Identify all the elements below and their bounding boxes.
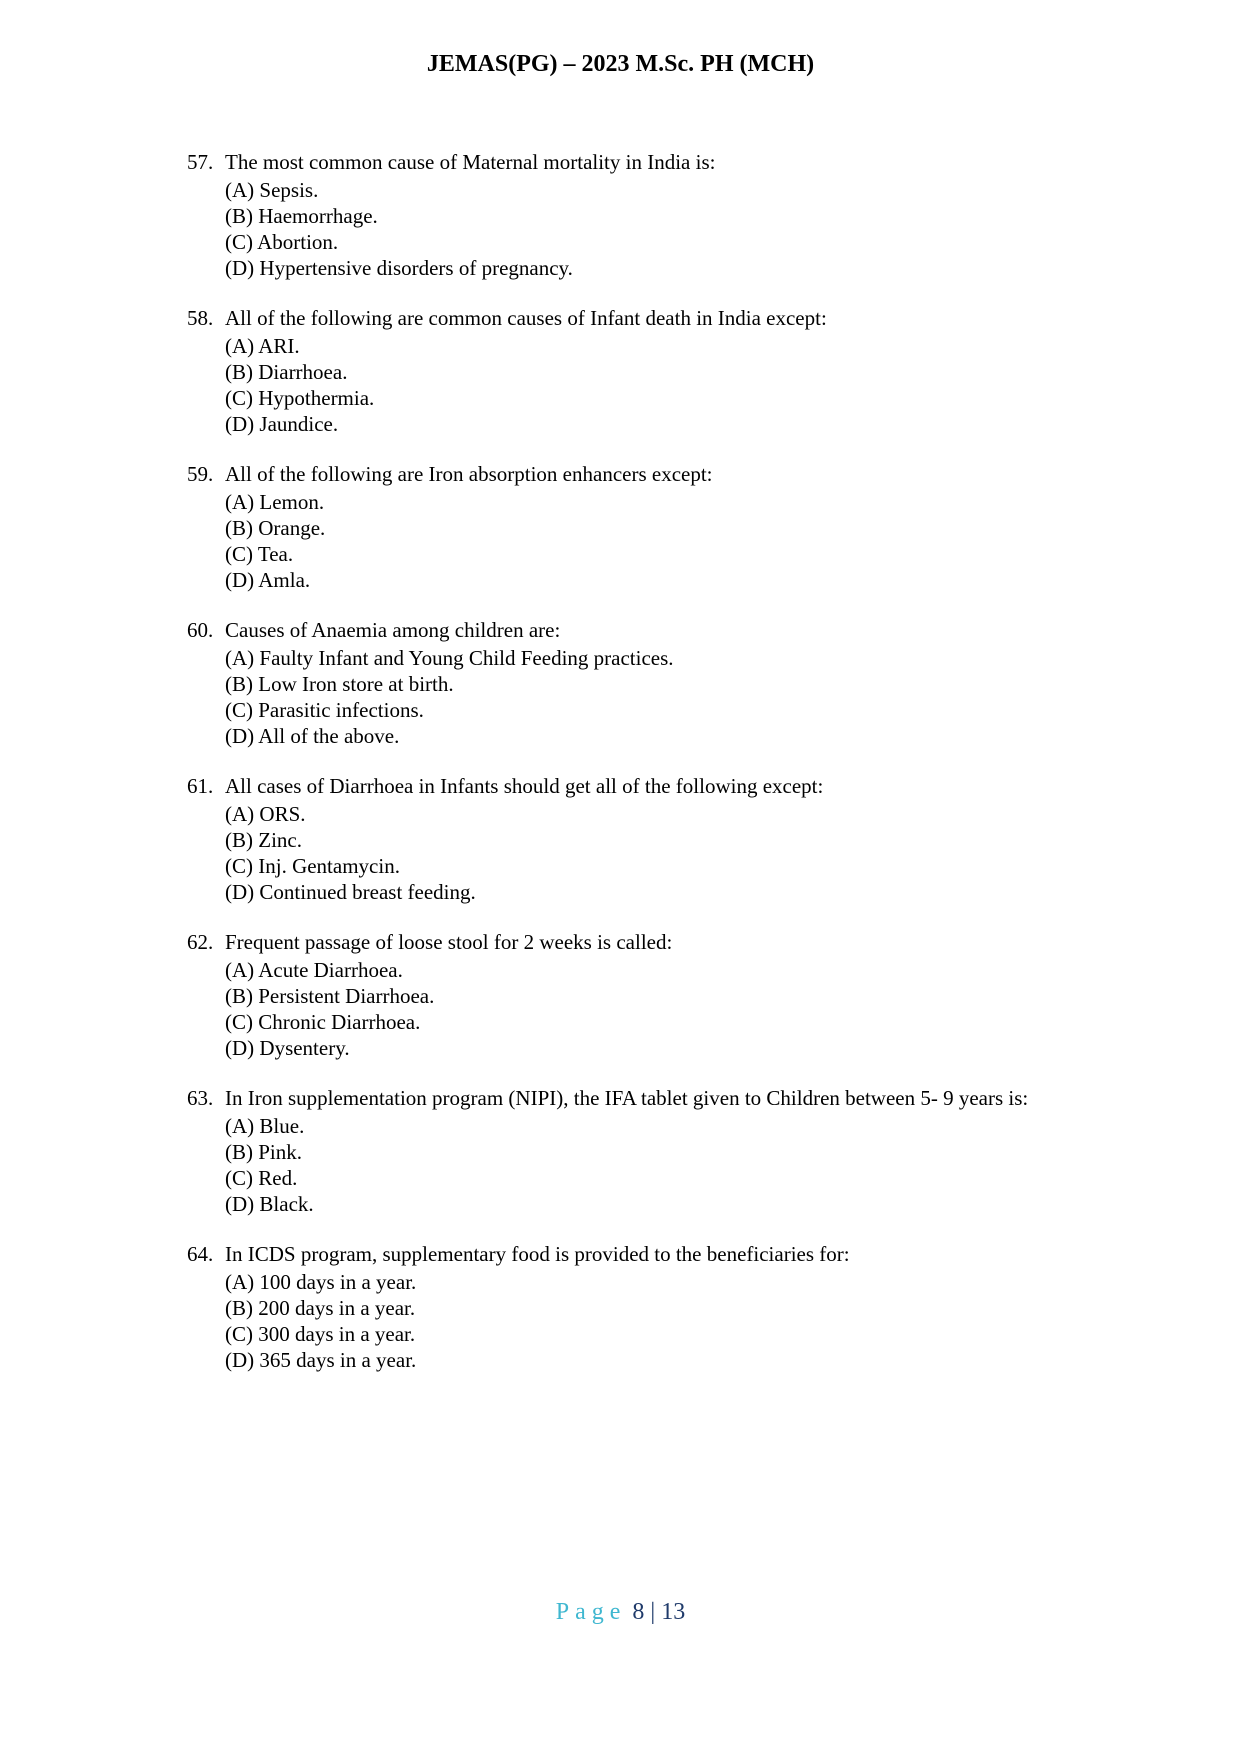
- option-list: [187, 1113, 1087, 1217]
- option-d: (D) Amla.: [225, 568, 311, 592]
- question-text: The most common cause of Maternal mortality in India is:: [225, 150, 716, 174]
- option-c: (C) Chronic Diarrhoea.: [225, 1010, 421, 1034]
- question-number: 59.: [187, 462, 214, 486]
- question-text: Frequent passage of loose stool for 2 weeks is called:: [225, 930, 673, 954]
- page-label: Page: [555, 1599, 627, 1625]
- option-a: (A) ARI.: [225, 334, 300, 358]
- option-b: (B) Persistent Diarrhoea.: [225, 984, 435, 1008]
- option-c: (C) Abortion.: [225, 230, 339, 254]
- option-d: (D) Dysentery.: [225, 1036, 350, 1060]
- page-footer: [0, 1598, 1241, 1626]
- question-text: Causes of Anaemia among children are:: [225, 618, 561, 642]
- option-a: (A) 100 days in a year.: [225, 1270, 417, 1294]
- question-64: [187, 1240, 1087, 1373]
- option-list: [187, 645, 1087, 749]
- option-d: (D) Black.: [225, 1192, 314, 1216]
- page-number: 8 | 13: [632, 1599, 686, 1625]
- option-a: (A) Acute Diarrhoea.: [225, 958, 403, 982]
- page-title: JEMAS(PG) – 2023 M.Sc. PH (MCH): [426, 51, 815, 77]
- question-number: 63.: [187, 1086, 214, 1110]
- option-list: [187, 1269, 1087, 1373]
- question-text: All of the following are common causes of Infant death in India except:: [225, 306, 827, 330]
- option-a: (A) Lemon.: [225, 490, 325, 514]
- question-text: All of the following are Iron absorption enhancers except:: [225, 462, 713, 486]
- option-list: [187, 801, 1087, 905]
- option-d: (D) Hypertensive disorders of pregnancy.: [225, 256, 573, 280]
- option-a: (A) Blue.: [225, 1114, 305, 1138]
- option-a: (A) Sepsis.: [225, 178, 319, 202]
- option-c: (C) Inj. Gentamycin.: [225, 854, 400, 878]
- option-b: (B) Haemorrhage.: [225, 204, 378, 228]
- option-c: (C) Tea.: [225, 542, 294, 566]
- question-59: [187, 460, 1087, 593]
- option-b: (B) Diarrhoea.: [225, 360, 348, 384]
- question-text: In ICDS program, supplementary food is provided to the beneficiaries for:: [225, 1242, 850, 1266]
- option-c: (C) 300 days in a year.: [225, 1322, 416, 1346]
- question-number: 61.: [187, 774, 214, 798]
- question-63: [187, 1084, 1087, 1217]
- question-number: 58.: [187, 306, 214, 330]
- option-b: (B) Orange.: [225, 516, 326, 540]
- option-c: (C) Red.: [225, 1166, 298, 1190]
- question-58: [187, 304, 1087, 437]
- option-d: (D) Jaundice.: [225, 412, 339, 436]
- option-list: [187, 177, 1087, 281]
- option-b: (B) Zinc.: [225, 828, 302, 852]
- question-number: 60.: [187, 618, 214, 642]
- option-list: [187, 957, 1087, 1061]
- question-60: [187, 616, 1087, 749]
- option-b: (B) Low Iron store at birth.: [225, 672, 454, 696]
- option-b: (B) 200 days in a year.: [225, 1296, 416, 1320]
- option-d: (D) 365 days in a year.: [225, 1348, 417, 1372]
- option-a: (A) ORS.: [225, 802, 306, 826]
- question-number: 57.: [187, 150, 214, 174]
- option-c: (C) Parasitic infections.: [225, 698, 424, 722]
- question-text: In Iron supplementation program (NIPI), the IFA tablet given to Children between 5- 9 years is:: [225, 1086, 1029, 1110]
- option-list: [187, 333, 1087, 437]
- question-number: 62.: [187, 930, 214, 954]
- question-61: [187, 772, 1087, 905]
- option-a: (A) Faulty Infant and Young Child Feeding practices.: [225, 646, 674, 670]
- question-57: [187, 148, 1087, 281]
- question-number: 64.: [187, 1242, 214, 1266]
- option-d: (D) All of the above.: [225, 724, 400, 748]
- option-list: [187, 489, 1087, 593]
- option-b: (B) Pink.: [225, 1140, 303, 1164]
- option-c: (C) Hypothermia.: [225, 386, 375, 410]
- question-text: All cases of Diarrhoea in Infants should get all of the following except:: [225, 774, 824, 798]
- question-62: [187, 928, 1087, 1061]
- question-list: [187, 148, 1087, 1396]
- option-d: (D) Continued breast feeding.: [225, 880, 476, 904]
